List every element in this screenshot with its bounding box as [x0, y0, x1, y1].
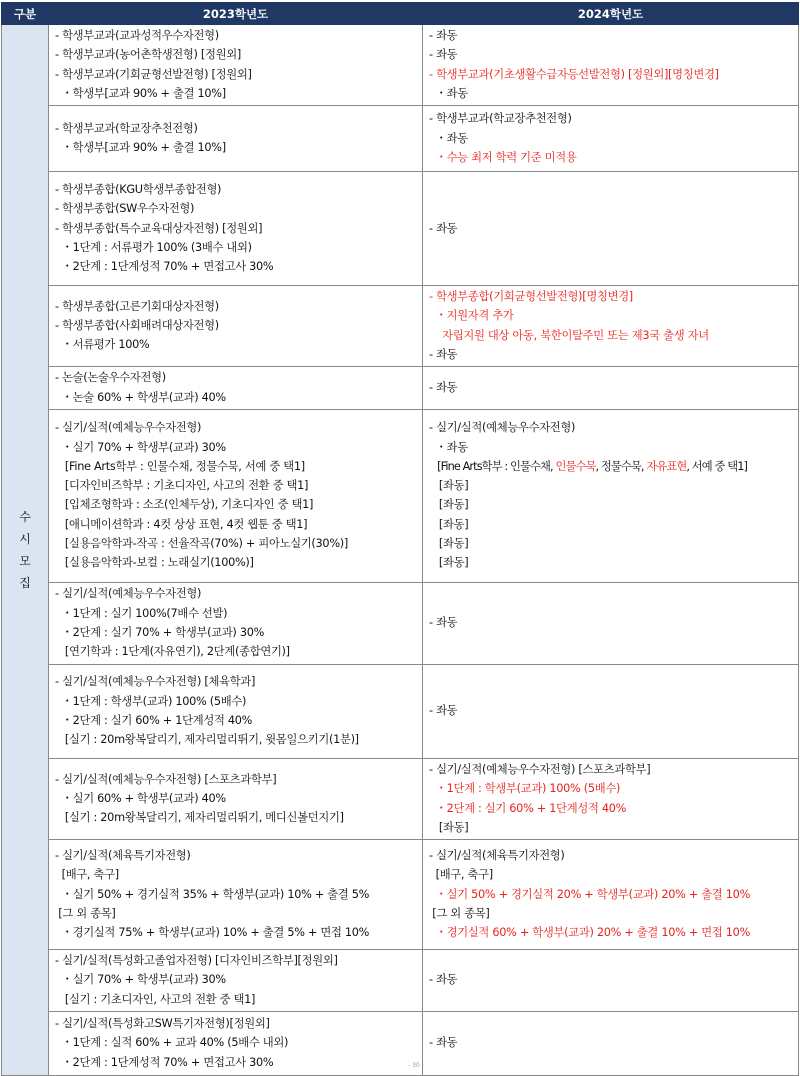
- line-segment: [Fine Arts학부 : 인물수채,: [429, 459, 556, 473]
- cell-2023: [49, 840, 423, 950]
- cell-2024: [423, 409, 799, 582]
- table-row: [2, 840, 799, 950]
- line-2024: ・좌동: [429, 440, 468, 454]
- line-2023: [입체조형학과 : 소조(인체두상), 기초디자인 중 택1]: [55, 498, 314, 512]
- line-2024: - 학생부교과(학교장추천전형): [429, 112, 572, 126]
- cell-2023: [49, 758, 423, 839]
- category-char: 시: [19, 532, 31, 547]
- line-2023: [실기 : 20m왕복달리기, 제자리멀리뛰기, 메디신볼던지기]: [55, 811, 344, 825]
- category-cell: [2, 25, 49, 1076]
- line-2024: [좌동]: [429, 517, 469, 531]
- category-char: 수: [19, 510, 31, 525]
- line-2024: [좌동]: [429, 556, 469, 570]
- cell-2023: [49, 25, 423, 106]
- line-2024: ・2단계 : 실기 60% + 1단계성적 40%: [429, 801, 627, 815]
- line-2023: ・2단계 : 1단계성적 70% + 면접고사 30%: [55, 260, 274, 274]
- line-2024: ・실기 50% + 경기실적 20% + 학생부(교과) 20% + 출결 10%: [429, 887, 751, 901]
- line-2023: ・1단계 : 실적 60% + 교과 40% (5배수 내외): [55, 1036, 289, 1050]
- line-2024: - 실기/실적(체육특기자전형): [429, 848, 565, 862]
- line-2024: [좌동]: [429, 537, 469, 551]
- table-row: [2, 1012, 799, 1076]
- line-2023: ・논술 60% + 학생부(교과) 40%: [55, 390, 226, 404]
- changed-subject: 자유표현: [646, 459, 687, 473]
- line-2023: - 학생부종합(사회배려대상자전형): [55, 319, 219, 333]
- line-2023: [애니메이션학과 : 4컷 상상 표현, 4컷 웹툰 중 택1]: [55, 517, 308, 531]
- line-2023: ・학생부[교과 90% + 출결 10%]: [55, 141, 226, 155]
- cell-2024: [423, 664, 799, 758]
- line-2024: [좌동]: [429, 498, 469, 512]
- cell-2023: [49, 367, 423, 410]
- table-row: [2, 367, 799, 410]
- header-category: 구분: [2, 3, 49, 25]
- line-2024: [배구, 축구]: [429, 868, 493, 882]
- line-2023: ・2단계 : 1단계성적 70% + 면접고사 30%: [55, 1055, 274, 1069]
- line-2024-fine-arts: [429, 457, 794, 476]
- line-segment: , 정물수묵,: [595, 459, 647, 473]
- cell-2024: [423, 25, 799, 106]
- line-2023: [디자인비즈학부 : 기초디자인, 사고의 전환 중 택1]: [55, 479, 309, 493]
- line-2023: - 실기/실적(특성화고SW특기자전형)[정원외]: [55, 1017, 270, 1031]
- line-2023: - 논술(논술우수자전형): [55, 371, 166, 385]
- line-2023: ・학생부[교과 90% + 출결 10%]: [55, 86, 226, 100]
- table-row: [2, 409, 799, 582]
- line-2024: - 좌동: [429, 616, 458, 630]
- line-2023: [Fine Arts학부 : 인물수채, 정물수묵, 서예 중 택1]: [55, 459, 305, 473]
- line-2023: ・1단계 : 학생부(교과) 100% (5배수): [55, 694, 247, 708]
- table-row: [2, 106, 799, 172]
- line-2023: - 실기/실적(예체능우수자전형) [스포츠과학부]: [55, 772, 277, 786]
- line-2023: - 학생부종합(SW우수자전형): [55, 202, 195, 216]
- table-row: [2, 664, 799, 758]
- category-char: 집: [19, 576, 31, 591]
- cell-2023: [49, 106, 423, 172]
- line-2023: - 학생부종합(고른기회대상자전형): [55, 299, 219, 313]
- line-2024: - 학생부종합(기회균형선발전형)[명칭변경]: [429, 290, 633, 304]
- line-2023: [그 외 종목]: [55, 906, 116, 920]
- line-2023: ・2단계 : 실기 70% + 학생부(교과) 30%: [55, 625, 265, 639]
- line-2024: [좌동]: [429, 479, 469, 493]
- cell-2023: [49, 286, 423, 367]
- line-2023: ・서류평가 100%: [55, 338, 150, 352]
- line-2024: ・경기실적 60% + 학생부(교과) 20% + 출결 10% + 면접 10%: [429, 926, 751, 940]
- line-2024: ・좌동: [429, 86, 468, 100]
- line-2023: [실용음악학과-보컬 : 노래실기(100%)]: [55, 556, 254, 570]
- line-2024: ・좌동: [429, 131, 468, 145]
- line-2024: 자립지원 대상 아동, 북한이탈주민 또는 제3국 출생 자녀: [429, 328, 709, 342]
- line-2023: - 학생부종합(특수교육대상자전형) [정원외]: [55, 221, 263, 235]
- line-2024: - 좌동: [429, 973, 458, 987]
- cell-2023: [49, 1012, 423, 1076]
- line-2023: [연기학과 : 1단계(자유연기), 2단계(종합연기)]: [55, 645, 290, 659]
- line-2023: ・2단계 : 실기 60% + 1단계성적 40%: [55, 713, 253, 727]
- line-2023: [배구, 축구]: [55, 868, 119, 882]
- line-2024: - 실기/실적(예체능우수자전형): [429, 421, 576, 435]
- cell-2024: [423, 1012, 799, 1076]
- cell-2024: [423, 840, 799, 950]
- line-2024: - 학생부교과(기초생활수급자등선발전형) [정원외][명칭변경]: [429, 67, 719, 81]
- cell-2024: [423, 286, 799, 367]
- header-2023: 2023학년도: [49, 3, 423, 25]
- line-2023: ・1단계 : 서류평가 100% (3배수 내외): [55, 240, 252, 254]
- table-row: [2, 950, 799, 1012]
- admission-comparison-table: [1, 2, 799, 1076]
- line-2024: - 좌동: [429, 221, 458, 235]
- header-2024: 2024학년도: [423, 3, 799, 25]
- cell-2023: [49, 172, 423, 286]
- cell-2024: [423, 950, 799, 1012]
- cell-2024: [423, 106, 799, 172]
- table-row: [2, 758, 799, 839]
- line-2023: ・경기실적 75% + 학생부(교과) 10% + 출결 5% + 면접 10%: [55, 926, 370, 940]
- cell-2023: [49, 664, 423, 758]
- line-2023: ・실기 50% + 경기실적 35% + 학생부(교과) 10% + 출결 5%: [55, 887, 370, 901]
- category-char: 모: [19, 554, 31, 569]
- line-2023: ・1단계 : 실기 100%(7배수 선발): [55, 606, 228, 620]
- cell-2023: [49, 950, 423, 1012]
- table-row: [2, 172, 799, 286]
- cell-2024: [423, 582, 799, 664]
- line-2024: - 좌동: [429, 348, 458, 362]
- line-2024: ・1단계 : 학생부(교과) 100% (5배수): [429, 782, 621, 796]
- line-2024: - 좌동: [429, 1036, 458, 1050]
- line-2023: - 학생부교과(학교장추천전형): [55, 121, 198, 135]
- line-2023: [실기 : 기초디자인, 사고의 전환 중 택1]: [55, 992, 256, 1006]
- cell-2024: [423, 367, 799, 410]
- table-header-row: [2, 3, 799, 25]
- line-2023: - 실기/실적(특성화고졸업자전형) [디자인비즈학부][정원외]: [55, 954, 338, 968]
- line-2024: - 좌동: [429, 29, 458, 42]
- cell-2024: [423, 758, 799, 839]
- line-2024: - 실기/실적(예체능우수자전형) [스포츠과학부]: [429, 762, 651, 776]
- line-2023: - 실기/실적(체육특기자전형): [55, 848, 191, 862]
- line-2024: - 좌동: [429, 381, 458, 395]
- line-2024: [좌동]: [429, 820, 469, 834]
- line-2023: ・실기 70% + 학생부(교과) 30%: [55, 440, 226, 454]
- line-2023: - 학생부교과(농어촌학생전형) [정원외]: [55, 48, 241, 62]
- cell-2023: [49, 409, 423, 582]
- changed-subject: 인물수묵: [555, 459, 596, 473]
- line-2023: [실기 : 20m왕복달리기, 제자리멀리뛰기, 윗몸일으키기(1분)]: [55, 733, 359, 747]
- line-2024: ・지원자격 추가: [429, 309, 514, 323]
- page-number: - 30 -: [408, 1062, 424, 1069]
- line-2024: ・수능 최저 학력 기준 미적용: [429, 150, 577, 164]
- line-2023: - 실기/실적(예체능우수자전형): [55, 587, 202, 601]
- line-segment: , 서예 중 택1]: [686, 459, 748, 473]
- line-2023: - 학생부교과(기회균형선발전형) [정원외]: [55, 67, 252, 81]
- table-row: [2, 582, 799, 664]
- line-2024: - 좌동: [429, 704, 458, 718]
- line-2024: [그 외 종목]: [429, 906, 490, 920]
- cell-2024: [423, 172, 799, 286]
- line-2023: ・실기 60% + 학생부(교과) 40%: [55, 791, 226, 805]
- line-2023: - 학생부교과(교과성적우수자전형): [55, 29, 219, 42]
- cell-2023: [49, 582, 423, 664]
- line-2023: - 실기/실적(예체능우수자전형) [체육학과]: [55, 675, 256, 689]
- line-2023: [실용음악학과-작곡 : 선율작곡(70%) + 피아노실기(30%)]: [55, 537, 348, 551]
- line-2023: - 실기/실적(예체능우수자전형): [55, 421, 202, 435]
- line-2023: - 학생부종합(KGU학생부종합전형): [55, 182, 222, 196]
- table-row: [2, 286, 799, 367]
- line-2023: ・실기 70% + 학생부(교과) 30%: [55, 973, 226, 987]
- table-body: [2, 25, 799, 1076]
- table-row: [2, 25, 799, 106]
- line-2024: - 좌동: [429, 48, 458, 62]
